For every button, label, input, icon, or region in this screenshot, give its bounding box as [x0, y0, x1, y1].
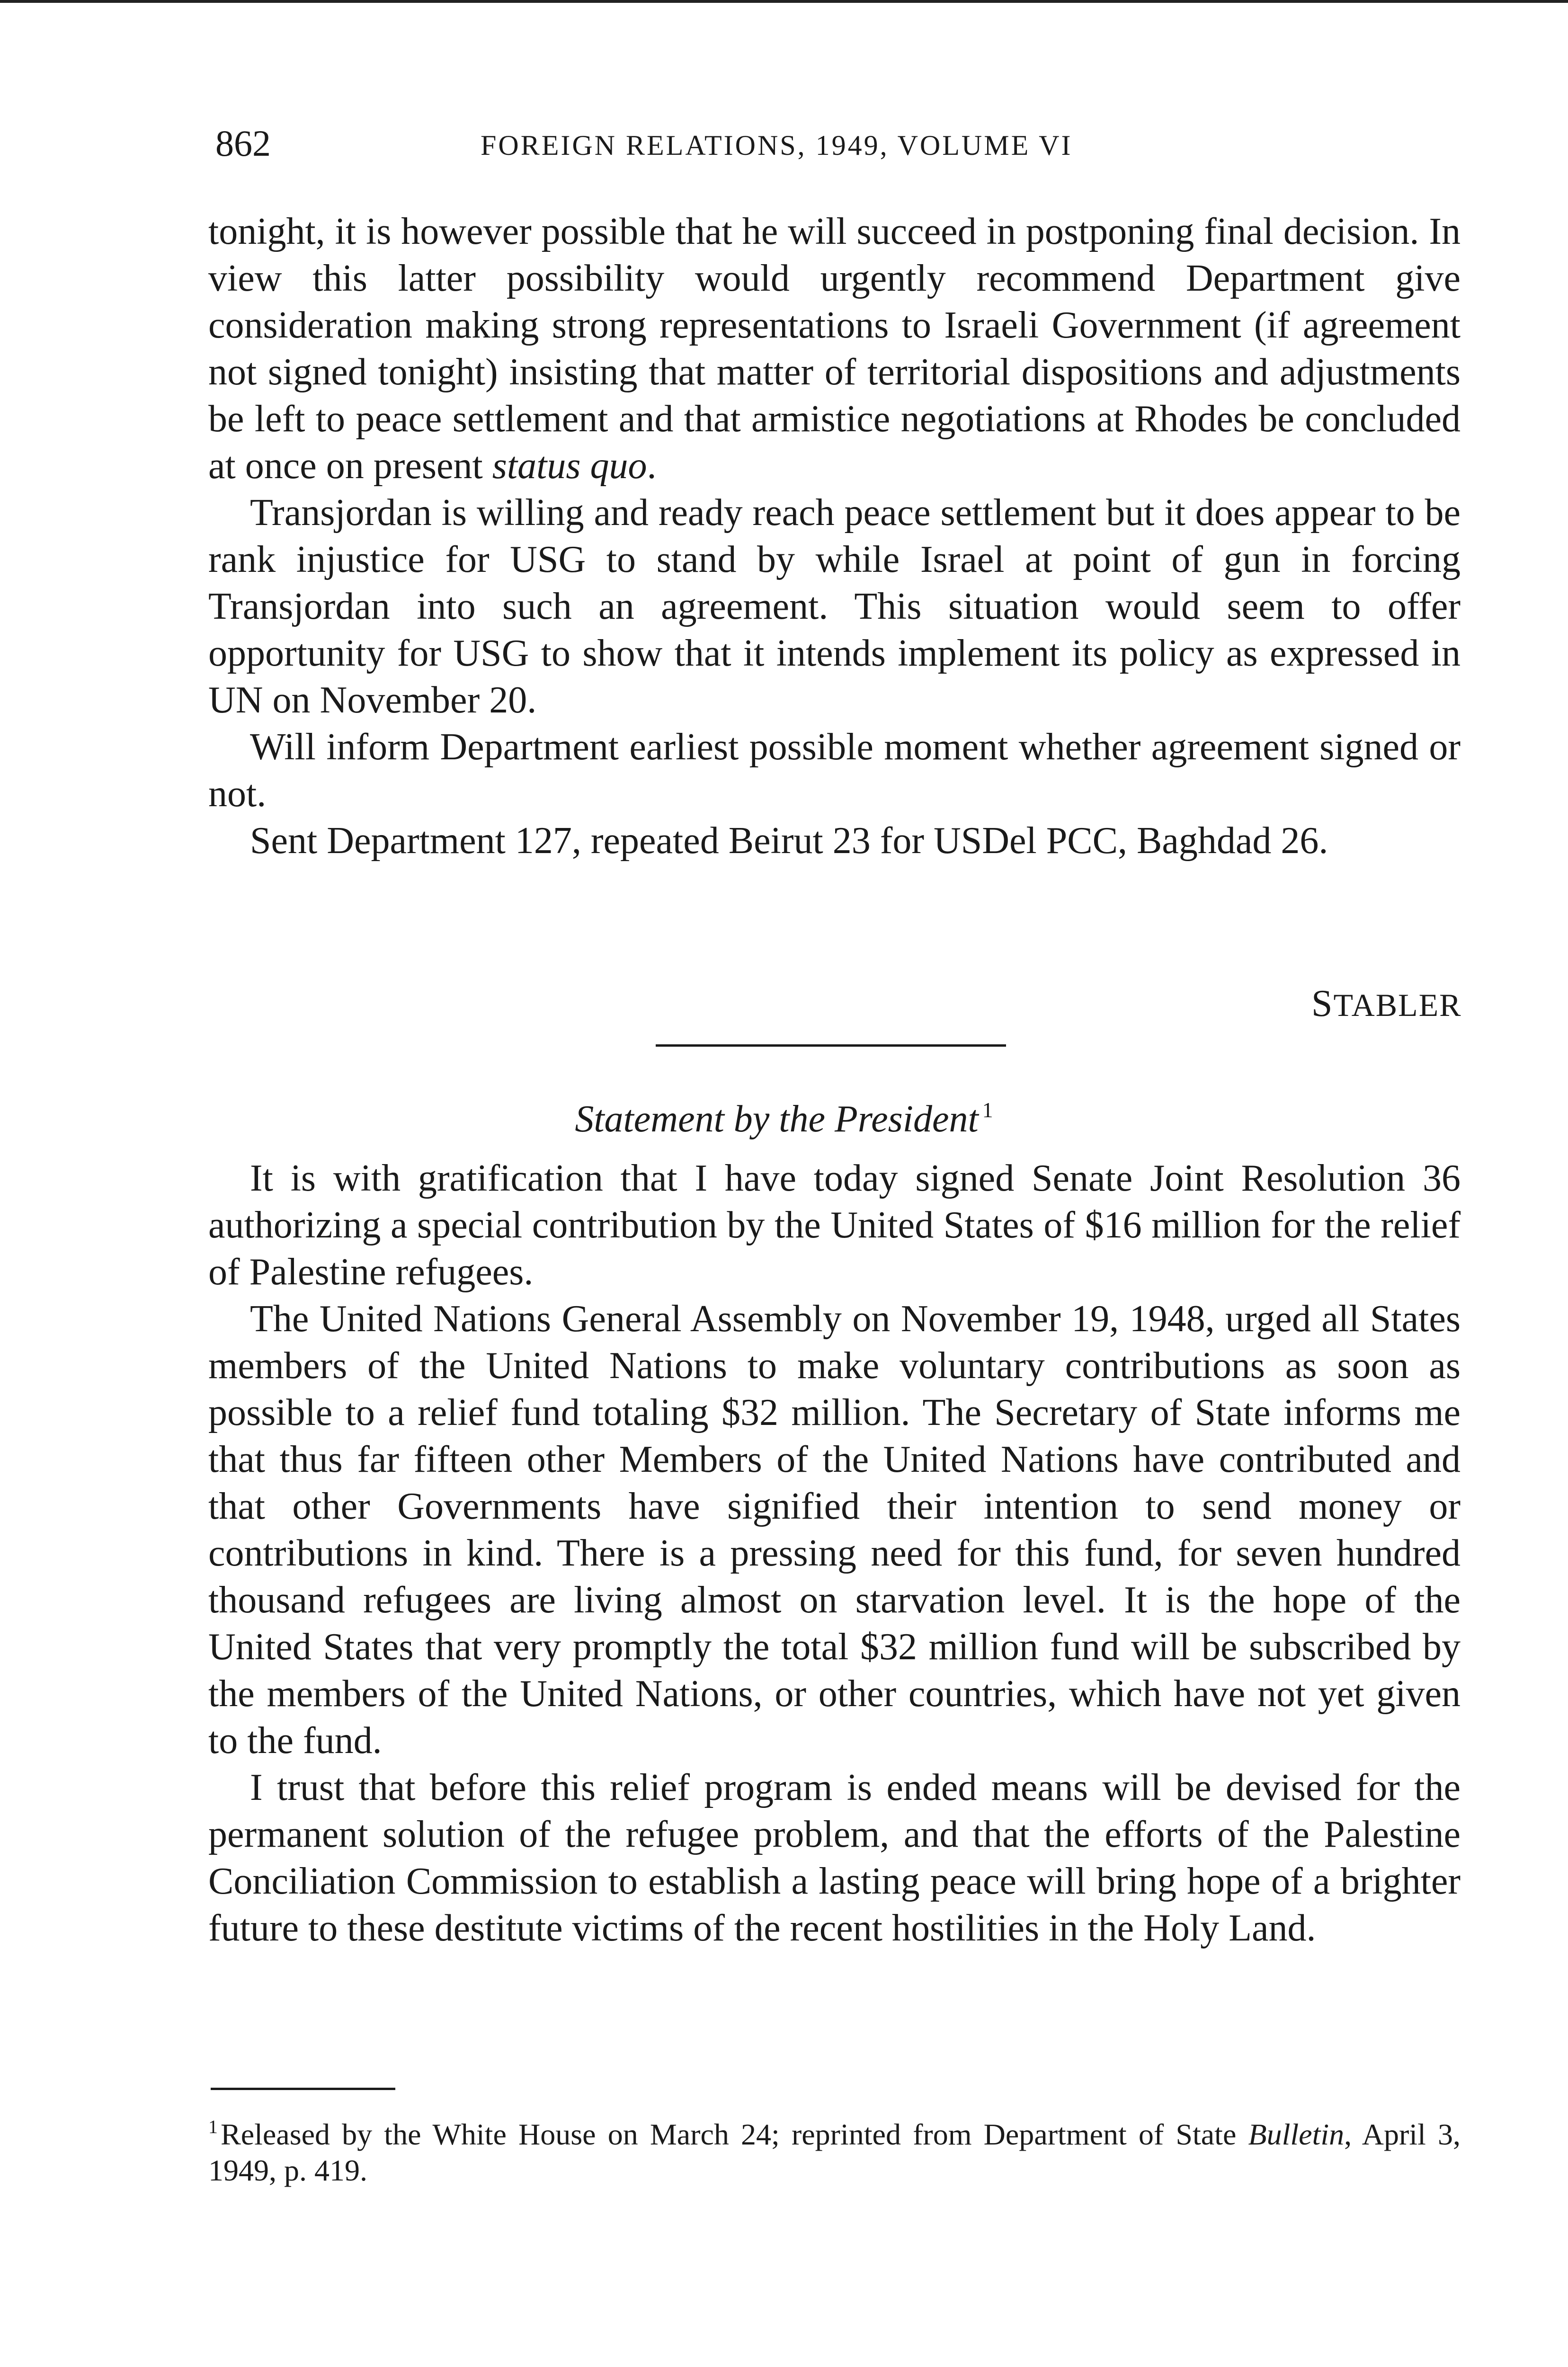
- footnote-text-end: , April 3, 1949, p. 419.: [208, 2118, 1461, 2187]
- statement-paragraph-2: The United Nations General Assembly on November 19, 1948, urged all States members of the United Nations to make voluntary contributions as soon as possible to a relief fund totaling $32 million. The Secretary of State informs me that thus far fifteen other Members of the United Nations have contributed and that other Governments have signified their intention to send money or contributions in kind. There is a pressing need for this fund, for seven hundred thousand refugees are living almost on starvation level. It is the hope of the United States that very promptly the total $32 million fund will be subscribed by the members of the United Nations, or other countries, which have not yet given to the fund.: [208, 1298, 1461, 1762]
- statement-title: [0, 1086, 1568, 1143]
- footnote: [208, 2109, 1461, 2189]
- signature-initial: S: [1311, 983, 1334, 1024]
- status-quo-italic: status quo: [492, 445, 647, 487]
- footnote-mark: 1: [208, 2116, 218, 2137]
- section-separator-rule: [656, 1044, 1006, 1047]
- telegram-text: [208, 208, 1461, 864]
- statement-text: [208, 1155, 1461, 1952]
- statement-paragraph-1: It is with gratification that I have today signed Senate Joint Resolution 36 authorizing a special contribution by the United States of $16 million for the relief of Palestine refugees.: [208, 1157, 1461, 1293]
- footnote-bulletin-italic: Bulletin: [1248, 2118, 1345, 2151]
- statement-paragraph-3: I trust that before this relief program is ended means will be devised for the permanent solution of the refugee problem, and that the efforts of the Palestine Conciliation Commission to establish a lasting peace will bring hope of a brighter future to these destitute victims of the recent hostilities in the Holy Land.: [208, 1767, 1461, 1949]
- signature-rest: TABLER: [1333, 987, 1462, 1023]
- telegram-paragraph-2: Transjordan is willing and ready reach peace settlement but it does appear to be rank injustice for USG to stand by while Israel at point of gun in forcing Transjordan into such an agreement. This situation would seem to offer opportunity for USG to show that it intends implement its policy as expressed in UN on November 20.: [208, 492, 1461, 721]
- telegram-paragraph-1-text: tonight, it is however possible that he will succeed in postponing final decision. In view this latter possibility would urgently recommend Department give consideration making strong representations to Israeli Government (if agreement not signed tonight) insisting that matter of territorial dispositions and adjustments be left to peace settlement and that armistice negotiations at Rhodes be concluded at once on present: [208, 211, 1461, 487]
- top-edge-rule: [0, 0, 1568, 3]
- telegram-paragraph-4: Sent Department 127, repeated Beirut 23 for USDel PCC, Baghdad 26.: [250, 820, 1328, 862]
- statement-title-text: Statement by the President: [575, 1098, 979, 1140]
- telegram-paragraph-1: [208, 208, 1461, 489]
- page-header: [215, 122, 1461, 165]
- footnote-reference-mark: 1: [982, 1098, 993, 1122]
- running-head: FOREIGN RELATIONS, 1949, VOLUME VI: [481, 130, 1073, 161]
- page-number: 862: [215, 123, 271, 164]
- footnote-rule: [211, 2088, 395, 2090]
- footnote-text: Released by the White House on March 24; reprinted from Department of State: [221, 2118, 1248, 2151]
- telegram-paragraph-1-end: .: [647, 445, 657, 487]
- signature-stabler: [1311, 982, 1461, 1026]
- telegram-paragraph-3: Will inform Department earliest possible moment whether agreement signed or not.: [208, 726, 1461, 815]
